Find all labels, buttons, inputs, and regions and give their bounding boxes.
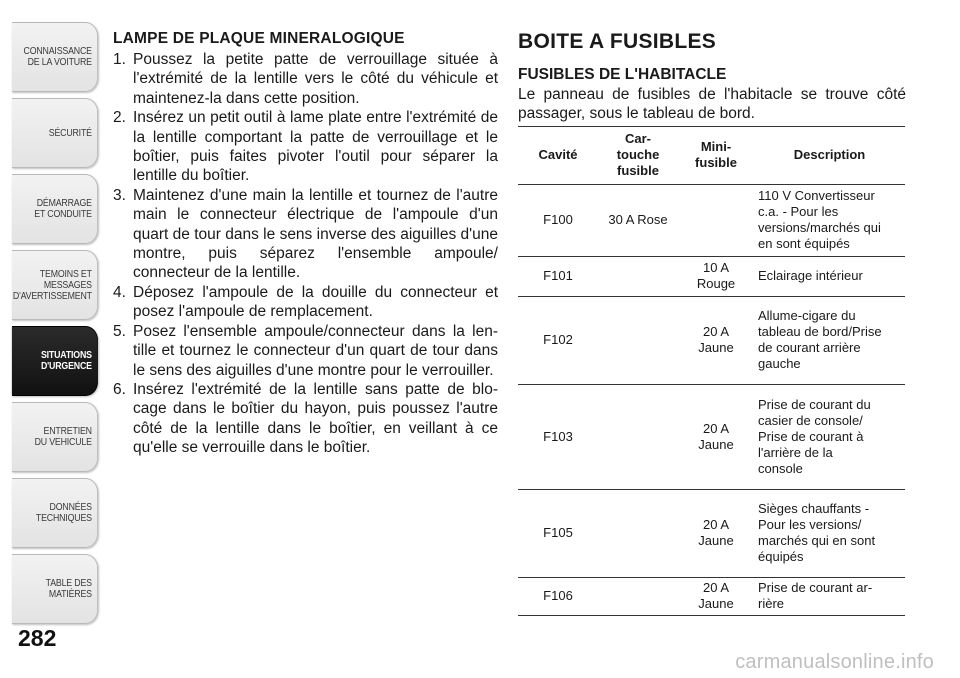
license-lamp-section [113,30,498,458]
step-number: 6. [113,380,126,398]
cell-mini: 20 A Jaune [698,517,734,548]
tab-table-des-matieres[interactable]: TABLE DES MATIÈRES [12,554,98,624]
cell-cavity: F105 [543,525,573,540]
header-cavity: Cavité [538,146,578,162]
step-number: 4. [113,283,126,301]
cell-mini: 20 A Jaune [698,580,734,611]
tab-donnees-techniques[interactable]: DONNÉES TECHNIQUES [12,478,98,548]
cell-description: Prise de courant ar- rière [758,580,873,611]
header-cartridge-fuse: Car- touche fusible [616,130,660,178]
tab-securite[interactable]: SÉCURITÉ [12,98,98,168]
tab-temoins-et-messages[interactable]: TEMOINS ET MESSAGES D'AVERTISSEMENT [12,250,98,320]
table-row [518,490,905,578]
cell-cartridge [598,385,678,490]
step-item [113,50,498,108]
header-description: Description [793,146,866,162]
fuse-box-section [518,30,906,616]
cell-cavity: F100 [543,212,573,227]
cell-description: Allume-cigare du tableau de bord/Prise de courant arrière gauche [758,308,882,371]
table-row [518,297,905,385]
section-title: BOITE A FUSIBLES [518,30,717,53]
section-heading: LAMPE DE PLAQUE MINERALOGIQUE [113,30,405,47]
fuse-table [518,126,905,616]
step-number: 2. [113,109,126,127]
step-number: 1. [113,51,126,68]
step-item [113,380,498,458]
step-text: Posez l'ensemble ampoule/connecteur dans la len-tille et tournez le connecteur d'un quart de tour dans le sens des aiguilles d'une montre pour le verrouiller. [133,322,498,379]
table-row [518,385,905,490]
cell-cartridge [598,297,678,385]
tab-situations-d-urgence[interactable]: SITUATIONS D'URGENCE [12,326,98,396]
table-row [518,185,905,257]
page-number: 282 [18,625,57,651]
table-row [518,257,905,297]
cell-cavity: F102 [543,332,573,347]
cell-description: Prise de courant du casier de console/ Prise de courant à l'arrière de la console [758,396,871,476]
cell-cavity: F101 [543,268,573,283]
step-text: Insérez un petit outil à lame plate entre l'extrémité de la lentille comportant la patte de verrouillage et le boîtier, puis faites pivoter l'outil pour séparer la lentille du boîtier. [133,109,498,185]
steps-list [113,50,498,458]
step-number: 5. [113,322,126,340]
cell-mini: 20 A Jaune [698,420,734,452]
cell-description: 110 V Convertisseur c.a. - Pour les versions/marchés qui en sont équipés [758,188,881,251]
step-number: 3. [113,186,126,204]
step-item [113,283,498,322]
cell-description: Sièges chauffants - Pour les versions/ marchés qui en sont équipés [758,501,876,564]
cell-cavity: F106 [543,588,573,603]
step-text: Déposez l'ampoule de la douille du connecteur et posez l'ampoule de remplacement. [133,283,498,321]
cell-cartridge [598,490,678,578]
tab-connaissance-de-la-voiture[interactable]: CONNAISSANCE DE LA VOITURE [12,22,98,92]
section-subtitle: FUSIBLES DE L'HABITACLE [518,66,727,83]
tab-demarrage-et-conduite[interactable]: DÉMARRAGE ET CONDUITE [12,174,98,244]
cell-mini [678,185,754,257]
step-text: Maintenez d'une main la lentille et tournez de l'autre main le connecteur électrique de l'ampoule d'un quart de tour dans le sens inverse des aiguilles d'une montre, puis séparez l'ensemble ampoule/ connecteur de la lentille. [133,186,498,282]
table-row [518,578,905,616]
step-item [113,108,498,186]
table-header-row [518,127,905,185]
header-mini-fuse: Mini- fusible [695,138,737,170]
tab-entretien-du-vehicule[interactable]: ENTRETIEN DU VEHICULE [12,402,98,472]
intro-paragraph: Le panneau de fusibles de l'habitacle se trouve côté passager, sous le tableau de bord. [518,86,906,122]
cell-mini: 20 A Jaune [698,324,734,355]
cell-cartridge [598,578,678,616]
cell-cavity: F103 [543,428,573,444]
step-item [113,186,498,283]
cell-cartridge: 30 A Rose [608,212,668,227]
step-text: Poussez la petite patte de verrouillage située à l'extrémité de la lentille vers le côté du véhicule et maintenez-la dans cette position. [133,51,498,107]
watermark: carmanualsonline.info [735,651,934,673]
step-item [113,322,498,380]
cell-description: Eclairage intérieur [758,268,863,283]
step-text: Insérez l'extrémité de la lentille sans patte de blo-cage dans le boîtier du hayon, puis poussez l'autre côté de la lentille dans le boîtier, en veillant à ce qu'elle se verrouille dans le boîtier. [133,380,498,457]
cell-mini: 10 A Rouge [696,260,736,291]
cell-cartridge [598,257,678,297]
